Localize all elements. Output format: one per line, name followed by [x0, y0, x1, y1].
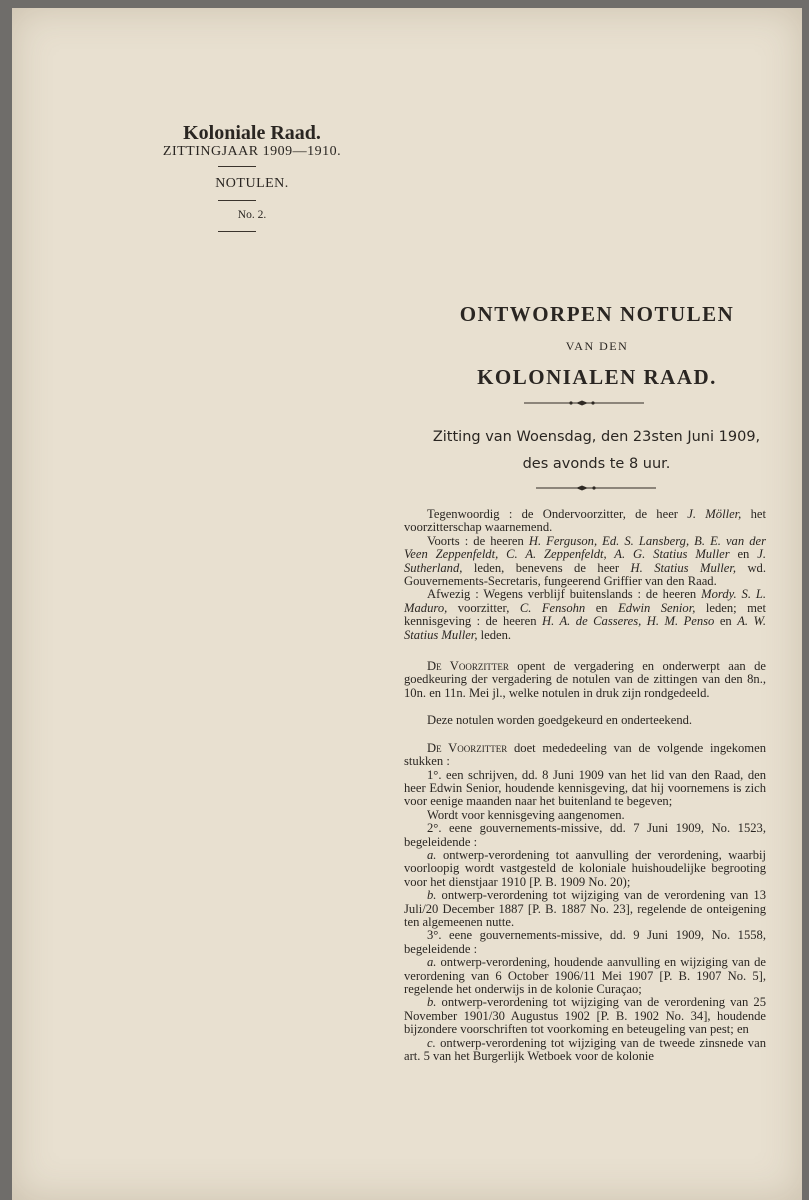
- council-title: Koloniale Raad.: [183, 122, 321, 144]
- minutes-body: [404, 508, 766, 1063]
- attendance-present: Tegenwoordig : de Ondervoorzitter, de heer J. Möller, het voorzitterschap waarnemend.: [404, 507, 766, 535]
- document-page: [12, 8, 802, 1200]
- list-item: 2°. eene gouvernements-missive, dd. 7 Juni 1909, No. 1523, begeleidende :: [404, 821, 766, 849]
- paragraph-opening: De Voorzitter opent de vergadering en onderwerpt aan de goedkeuring der vergadering de notulen van de zittingen van den 8n., 10n. en 11n. Mei jl., welke notulen in druk zijn rondgedeeld.: [404, 659, 766, 700]
- meeting-time: des avonds te 8 uur.: [522, 456, 671, 472]
- section-label: NOTULEN.: [215, 176, 289, 191]
- heading-line-3: KOLONIALEN RAAD.: [477, 365, 717, 389]
- list-item-note: Wordt voor kennisgeving aangenomen.: [427, 807, 625, 822]
- list-item: 1°. een schrijven, dd. 8 Juni 1909 van het lid van den Raad, den heer Edwin Senior, houdende kennisgeving, dat hij voornemens is zich voor eenige maanden naar het buitenland te begeven;: [404, 767, 766, 809]
- heading-line-2: VAN DEN: [565, 339, 629, 353]
- divider: [218, 231, 256, 232]
- divider: [218, 200, 256, 201]
- sub-item: c. ontwerp-verordening tot wijziging van de tweede zinsnede van art. 5 van het Burgerlijk Wetboek voor de kolonie: [404, 1035, 766, 1064]
- attendance-also: Voorts : de heeren H. Ferguson, Ed. S. Lansberg, B. E. van der Veen Zeppenfeldt, C. A. Zeppenfeldt, A. G. Statius Muller en J. Sutherland, leden, benevens de heer H. Statius Muller, wd. Gouvernements-Secretaris, fungeerend Griffier van den Raad.: [404, 533, 766, 589]
- ornament-divider: [536, 483, 656, 493]
- heading-line-1: ONTWORPEN NOTULEN: [459, 302, 735, 326]
- sub-item: a. ontwerp-verordening tot aanvulling der verordening, waarbij voorloopig wordt vastgesteld de koloniale huishoudelijke begrooting voor het dienstjaar 1910 [P. B. 1909 No. 20);: [404, 847, 766, 889]
- meeting-date: Zitting van Woensdag, den 23sten Juni 1909,: [432, 429, 761, 445]
- paragraph-approved: Deze notulen worden goedgekeurd en onderteekend.: [427, 713, 693, 728]
- paragraph-announcement: De Voorzitter doet mededeeling van de volgende ingekomen stukken :: [404, 740, 766, 769]
- sub-item: b. ontwerp-verordening tot wijziging van de verordening van 25 November 1901/30 Augustus 1902 [P. B. 1902 No. 34], houdende bijzondere voorschriften tot voorkoming en beteugeling van pest; en: [404, 995, 766, 1037]
- ornament-divider: [524, 398, 644, 408]
- list-item: 3°. eene gouvernements-missive, dd. 9 Juni 1909, No. 1558, begeleidende :: [404, 928, 766, 956]
- sub-item: a. ontwerp-verordening, houdende aanvulling en wijziging van de verordening van 6 October 1906/11 Mei 1907 [P. B. 1907 No. 5], regelende het onderwijs in de kolonie Curaçao;: [404, 955, 766, 996]
- document-number: No. 2.: [237, 209, 267, 221]
- divider: [218, 166, 256, 167]
- attendance-absent: Afwezig : Wegens verblijf buitenslands : de heeren Mordy. S. L. Maduro, voorzitter, C. Fensohn en Edwin Senior, leden; met kennisgeving : de heeren H. A. de Casseres, H. M. Penso en A. W. Statius Muller, leden.: [404, 587, 766, 642]
- session-year: ZITTINGJAAR 1909—1910.: [162, 144, 342, 159]
- sub-item: b. ontwerp-verordening tot wijziging van de verordening van 13 Juli/20 December 1887 [P. B. 1887 No. 23], regelende de onteigening ten algemeenen nutte.: [404, 888, 766, 929]
